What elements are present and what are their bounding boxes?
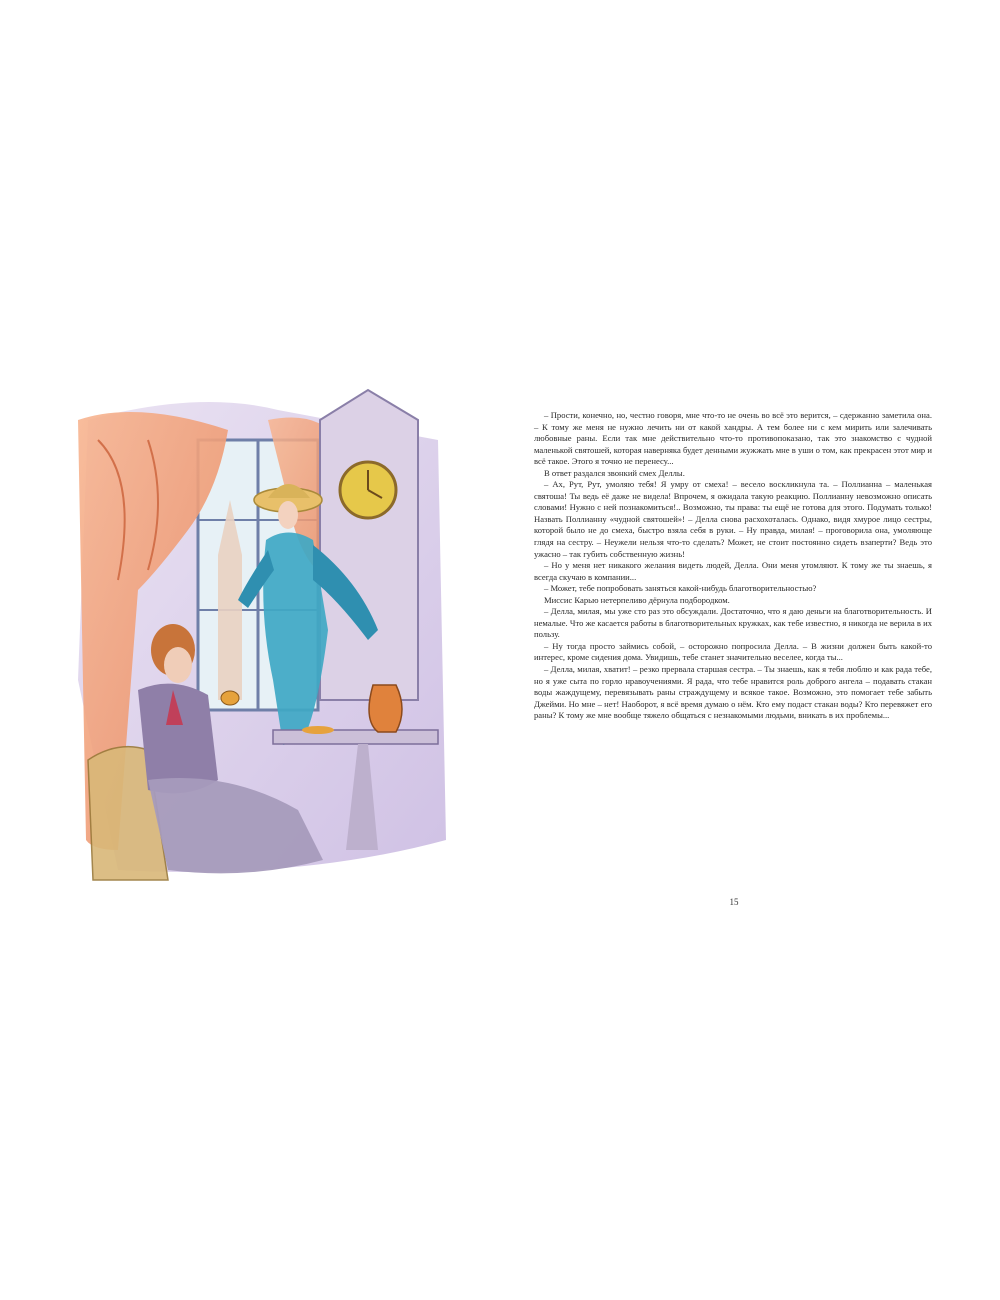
paragraph: – Может, тебе попробовать заняться какой-нибудь благотворительностью? <box>544 583 817 594</box>
illustration-svg <box>78 380 446 885</box>
text-page <box>534 410 932 722</box>
jug <box>369 685 402 732</box>
watercolor-illustration <box>78 380 446 885</box>
paragraph: – Но у меня нет никакого желания видеть людей, Делла. Они меня утомляют. К тому же ты знаешь, я всегда скучаю в компании... <box>534 560 932 582</box>
page-number: 15 <box>729 897 739 907</box>
grandfather-clock <box>320 390 418 700</box>
paragraph: В ответ раздался звонкий смех Деллы. <box>544 467 685 478</box>
paragraph: – Ну тогда просто займись собой, – осторожно попросила Делла. – В жизни должен быть какой-то интерес, кроме сидения дома. Увидишь, тебе станет значительно веселее, когда ты... <box>534 640 932 663</box>
paragraph: – Прости, конечно, но, честно говоря, мне что-то не очень во всё это верится, – сдержанно заметила она. – К тому же меня не нужно лечить ни от какой хандры. А тем более ни с кем мирить или залечивать любовные раны. Если так мне действительно что-то противопоказано, так это знакомство с чудной маленькой святошей, которая наверняка будет денными жужжать мне в уши о том, как прекрасен этот мир и всё такое. Этого я точно не перенесу... <box>534 410 932 467</box>
paragraph: – Делла, милая, хватит! – резко прервала старшая сестра. – Ты знаешь, как я тебя люблю и как рада тебе, но я уже сыта по горло нравоучениями. Я рада, что тебе нравится роль доброго ангела – подавать стакан воды жаждущему, перевязывать раны страждущему и всякое такое. Возможно, это помогает тебе забыть Джейми. Но мне – нет! Наоборот, я всё время думаю о нём. Кто ему подаст стакан воды? Кто перевяжет его раны? К тому же мне вообще тяжело общаться с незнакомыми людьми, вникать в их проблемы... <box>534 664 932 721</box>
paragraph: – Делла, милая, мы уже сто раз это обсуждали. Достаточно, что я даю деньги на благотворительность. И немалые. Что же касается работы в благотворительных кружках, как тебе известно, я никогда не верила в их пользу. <box>534 606 932 640</box>
paragraph: – Ах, Рут, Рут, умоляю тебя! Я умру от смеха! – весело воскликнула та. – Поллианна – маленькая святоша! Ты ведь её даже не видела! Впрочем, я ожидала такую реакцию. Поллианну невозможно описать словами! Нужно с ней познакомиться!.. Возможно, ты права: ты ещё не готова для этого. Подумать только! Назвать Поллианну «чудной святошей»! – Делла снова расхохоталась. Однако, видя хмурое лицо сестры, которой было не до смеха, быстро взяла себя в руки. – Ну правда, милая! – проговорила она, умоляюще глядя на сестру. – Неужели нельзя что-то сделать? Может, не стоит постоянно сидеть взаперти? Ведь это ужасно – так губить собственную жизнь! <box>534 479 932 559</box>
paragraph: Миссис Карью нетерпеливо дёрнула подбородком. <box>544 594 730 605</box>
